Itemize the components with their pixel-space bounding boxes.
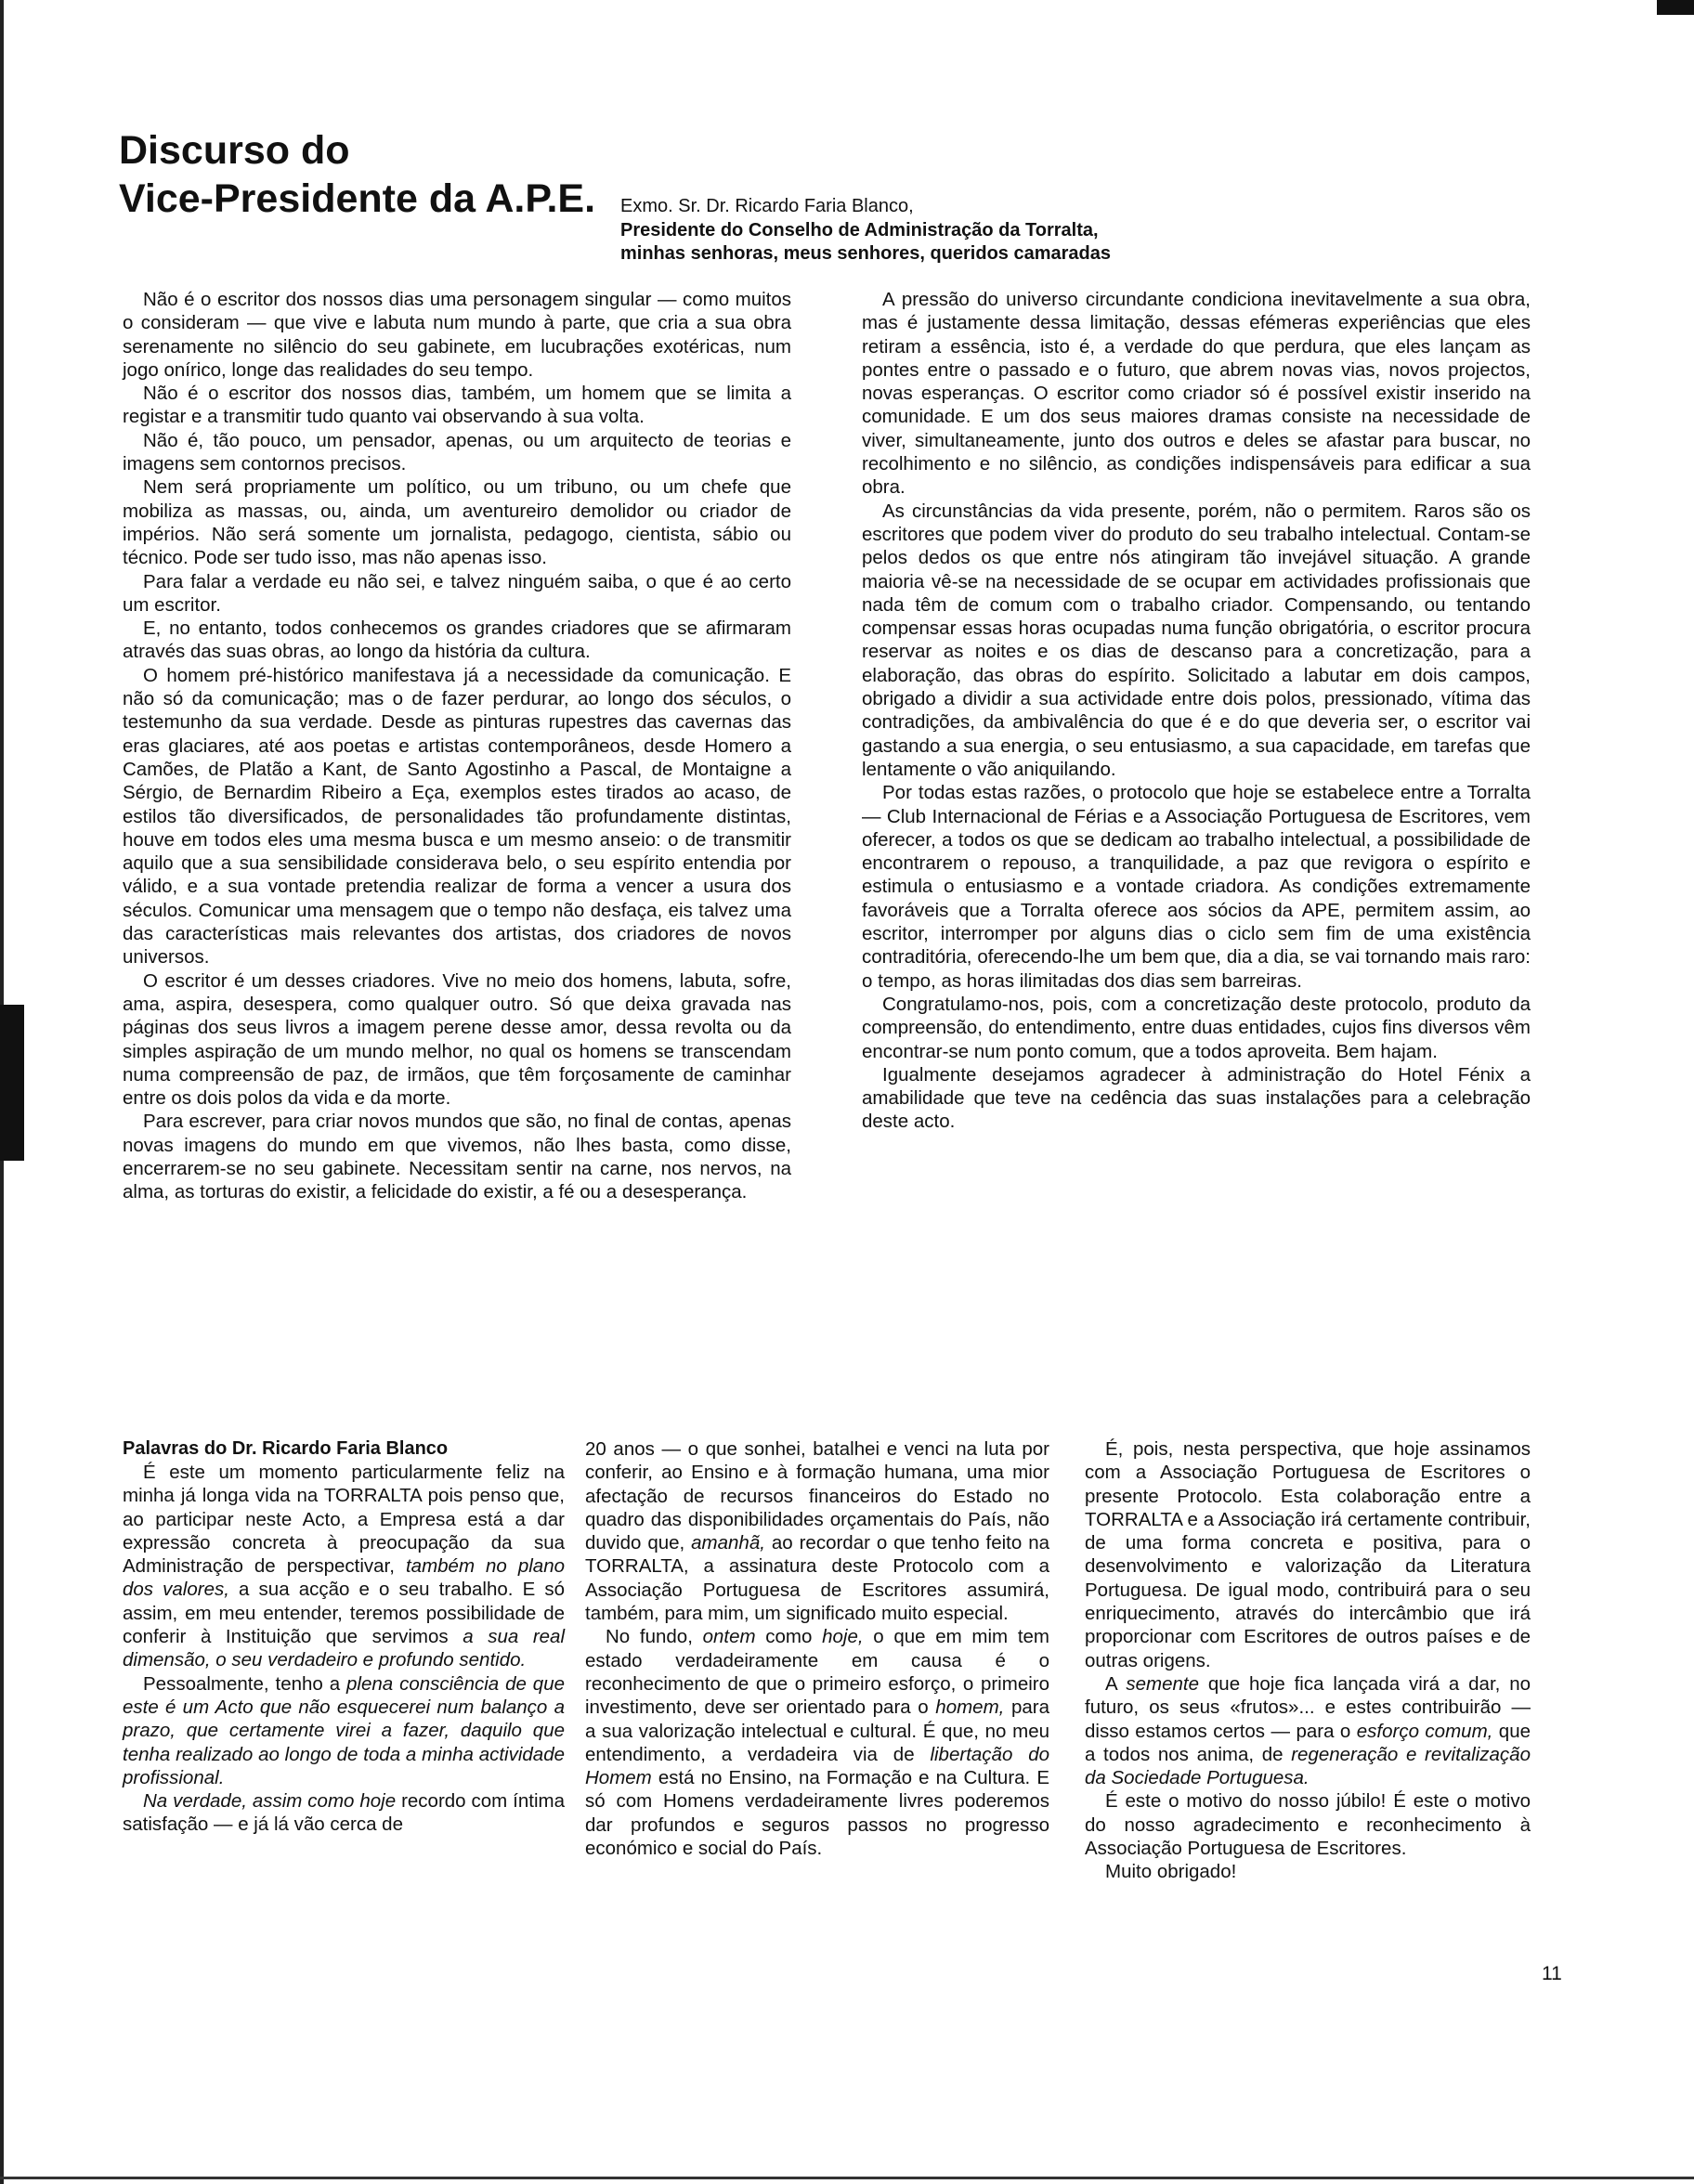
reply-column-2 xyxy=(585,1437,1049,1860)
salutation-line-3: minhas senhoras, meus senhores, queridos camaradas xyxy=(620,243,1111,264)
speech-paragraph-6: E, no entanto, todos conhecemos os grandes criadores que se afirmaram através das suas obras, ao longo da história da cultura. xyxy=(123,618,791,663)
speech-paragraph-7: O homem pré-histórico manifestava já a necessidade da comunicação. E não só da comunicação; mas o de fazer perdurar, ao longo dos séculos, o testemunho da sua verdade. Desde as pinturas rupestres das cavernas das eras glaciares, até aos poetas e artistas contemporâneos, desde Homero a Camões, de Platão a Kant, de Santo Agostinho a Pascal, de Montaigne a Sérgio, de Bernardim Ribeiro a Eça, exemplos estes tirados ao acaso, de estilos tão diversificados, de personalidades tão profundamente distintas, houve em todos eles uma mesma busca e um mesmo anseio: o de transmitir aquilo que a sua sensibilidade considerava belo, o seu espírito entendia por válido, e a sua vontade pretendia realizar de forma a vencer a usura dos séculos. Comunicar uma mensagem que o tempo não desfaça, eis talvez uma das características mais relevantes dos artistas, dos criadores de novos universos. xyxy=(123,664,791,968)
text-run: No fundo, xyxy=(606,1626,703,1648)
emphasis: Na verdade, assim como hoje xyxy=(143,1790,397,1813)
emphasis: ontem xyxy=(702,1626,756,1648)
reply-paragraph-7: É este o motivo do nosso júbilo! É este o motivo do nosso agradecimento e reconhecimento à Associação Portuguesa de Escritores. xyxy=(1085,1790,1531,1860)
text-run: o que em mim tem estado verdadeiramente em causa é o reconhecimento de que o primeiro esforço, o primeiro investimento, deve ser orientado para o xyxy=(585,1626,1049,1719)
salutation-line-2: Presidente do Conselho de Administração da Torralta, xyxy=(620,219,1099,240)
corner-mark xyxy=(1657,0,1694,15)
speech-paragraph-9: Para escrever, para criar novos mundos que são, no final de contas, apenas novas imagens do mundo em que vivemos, não lhes basta, como disse, encerrarem-se no seu gabinete. Necessitam sentir na carne, nos nervos, na alma, as torturas do existir, a felicidade do existir, a fé ou a desesperança. xyxy=(123,1111,791,1203)
text-run: Pessoalmente, tenho a xyxy=(143,1672,347,1695)
reply-paragraph-4 xyxy=(585,1625,1049,1860)
speech-paragraph-4: Nem será propriamente um político, ou um tribuno, ou um chefe que mobiliza as massas, ou, ainda, um aventureiro demolidor ou criador de impérios. Não será somente um jornalista, pedagogo, cientista, sábio ou técnico. Pode ser tudo isso, mas não apenas isso. xyxy=(123,476,791,569)
speech-paragraph-2: Não é o escritor dos nossos dias, também, um homem que se limita a registar e a transmitir tudo quanto vai observando à sua volta. xyxy=(123,383,791,428)
text-run: como xyxy=(755,1626,823,1648)
speech-paragraph-3: Não é, tão pouco, um pensador, apenas, ou um arquitecto de teorias e imagens sem contornos precisos. xyxy=(123,429,791,475)
speech-paragraph-14: Igualmente desejamos agradecer à administração do Hotel Fénix a amabilidade que teve na cedência das suas instalações para a celebração deste acto. xyxy=(862,1063,1531,1133)
emphasis: semente xyxy=(1126,1672,1200,1695)
emphasis: homem, xyxy=(935,1696,1005,1719)
reply-paragraph-5: É, pois, nesta perspectiva, que hoje assinamos com a Associação Portuguesa de Escritores o presente Protocolo. Esta colaboração entre a TORRALTA e a Associação irá certamente contribuir, de uma forma concreta e positiva, para o desenvolvimento e valorização da Literatura Portuguesa. De igual modo, contribuirá para o seu enriquecimento, através do intercâmbio que irá proporcionar com Escritores de outros países e de outras origens. xyxy=(1085,1438,1531,1671)
margin-mark xyxy=(0,1005,24,1161)
text-run: para a sua valorização intelectual e cultural. É que, no meu entendimento, a verdadeira via de xyxy=(585,1696,1050,1765)
text-run: está no Ensino, na Formação e na Cultura. E só com Homens verdadeiramente livres poderemos dar profundos e seguros passos no progresso económico e social do País. xyxy=(585,1767,1049,1860)
salutation-line-1: Exmo. Sr. Dr. Ricardo Faria Blanco, xyxy=(620,196,914,216)
speech-paragraph-1: Não é o escritor dos nossos dias uma personagem singular — como muitos o consideram — que vive e labuta num mundo à parte, que cria a sua obra serenamente no silêncio do seu gabinete, em lucubrações exotéricas, num jogo onírico, longe das realidades do seu tempo. xyxy=(123,289,791,381)
reply-paragraph-3-continued xyxy=(585,1437,1049,1625)
salutation xyxy=(620,195,1215,266)
speech-paragraph-5: Para falar a verdade eu não sei, e talvez ninguém saiba, o que é ao certo um escritor. xyxy=(123,570,791,616)
page-number: 11 xyxy=(1542,1963,1562,1984)
text-run: A xyxy=(1105,1672,1127,1695)
speech-column-2 xyxy=(862,288,1531,1134)
article-title xyxy=(119,126,639,223)
emphasis: amanhã, xyxy=(691,1532,765,1554)
reply-closing: Muito obrigado! xyxy=(1105,1861,1237,1883)
text-run: É este um momento particularmente feliz na minha já longa vida na TORRALTA pois penso que, ao participar neste Acto, a Empresa está a dar expressão concreta à preocupação da sua Administração de perspectivar, xyxy=(123,1462,565,1578)
speech-column-1 xyxy=(123,288,791,1204)
speech-paragraph-10: A pressão do universo circundante condiciona inevitavelmente a sua obra, mas é justamente dessa limitação, dessas efémeras experiências que eles retiram a essência, isto é, a verdade do que perdura, que eles lançam as pontes entre o passado e o futuro, que abrem novas vias, novos projectos, novas esperanças. O escritor como criador só é possível existir inserido na comunidade. E um dos seus maiores dramas consiste na necessidade de viver, simultaneamente, junto dos outros e deles se afastar para buscar, no recolhimento e no silêncio, as condições indispensáveis para edificar a sua obra. xyxy=(862,289,1531,499)
speech-paragraph-11: As circunstâncias da vida presente, porém, não o permitem. Raros são os escritores que podem viver do produto do seu trabalho intelectual. Contam-se pelos dedos os que entre nós atingiram tão invejável situação. A grande maioria vê-se na necessidade de se ocupar em actividades profissionais que nada têm de comum com o trabalho criador. Compensando, ou tentando compensar essas horas ocupadas numa função obrigatória, o escritor procura reservar as noites e os dias de descanso para a concretização, para a elaboração, das obras do espírito. Solicitado a labutar em dois campos, obrigado a dividir a sua actividade entre dois polos, pressionado, vítima das contradições, da ambivalência do que é e do que deveria ser, o escritor vai gastando a sua energia, o seu entusiasmo, a sua capacidade, em tarefas que lentamente o vão aniquilando. xyxy=(862,500,1531,780)
emphasis: regeneração e revitalização da Sociedade Portuguesa. xyxy=(1085,1743,1531,1789)
emphasis: a sua real dimensão, o seu verdadeiro e profundo sentido. xyxy=(123,1626,566,1671)
text-run: 20 anos — o que sonhei, batalhei e venci na luta por conferir, ao Ensino e à formação humana, uma mior afectação de recursos financeiros do Estado no quadro das disponibilidades orçamentais do País, não duvido que, xyxy=(585,1438,1049,1554)
speech-paragraph-12: Por todas estas razões, o protocolo que hoje se estabelece entre a Torralta — Club Internacional de Férias e a Associação Portuguesa de Escritores, vem oferecer, a todos os que se dedicam ao trabalho intelectual, a possibilidade de encontrarem o repouso, a tranquilidade, a paz que revigora o espírito e estimula o entusiasmo e a vontade criadora. As condições extremamente favoráveis que a Torralta oferece aos sócios da APE, permitem assim, ao escritor, interromper por alguns dias o ciclo sem fim de uma existência contraditória, oferecendo-lhe um bem que, dia a dia, se vai tornando mais raro: o tempo, as horas ilimitadas dos dias sem barreiras. xyxy=(862,782,1531,992)
text-run: a sua acção e o seu trabalho. E só assim, em meu entender, teremos possibilidade de conferir à Instituição que servimos xyxy=(123,1579,565,1648)
emphasis: também no plano dos valores, xyxy=(123,1555,566,1601)
text-run: que a todos nos anima, de xyxy=(1085,1720,1531,1765)
speech-paragraph-13: Congratulamo-nos, pois, com a concretização deste protocolo, produto da compreensão, do entendimento, entre duas entidades, cujos fins diversos vêm encontrar-se num ponto comum, que a todos aproveita. Bem hajam. xyxy=(862,993,1531,1062)
reply-column-3 xyxy=(1085,1437,1531,1884)
title-line-2: Vice-Presidente da A.P.E. xyxy=(119,176,596,221)
emphasis: libertação do Homem xyxy=(585,1743,1049,1789)
reply-column-1 xyxy=(123,1437,565,1837)
text-run: que hoje fica lançada virá a dar, no futuro, os seus «frutos»... e estes contribuirão — disso estamos certos — para o xyxy=(1085,1672,1531,1742)
emphasis: hoje, xyxy=(822,1626,864,1648)
text-run: recordo com íntima satisfação — e já lá vão cerca de xyxy=(123,1790,565,1836)
emphasis: esforço comum, xyxy=(1356,1720,1493,1742)
reply-paragraph-3 xyxy=(123,1789,565,1837)
reply-paragraph-6 xyxy=(1085,1672,1531,1789)
reply-paragraph-1 xyxy=(123,1461,565,1672)
text-run: ao recordar o que tenho feito na TORRALTA, a assinatura deste Protocolo com a Associação Portuguesa de Escritores assumirá, também, para mim, um significado muito especial. xyxy=(585,1532,1049,1625)
reply-paragraph-2 xyxy=(123,1672,565,1789)
speech-paragraph-8: O escritor é um desses criadores. Vive no meio dos homens, labuta, sofre, ama, aspira, desespera, como qualquer outro. Só que deixa gravada nas páginas dos seus livros a imagem perene desse amor, dessa revolta ou da simples aspiração de um mundo melhor, no qual os homens se transcendam numa compreensão de paz, de irmãos, que têm forçosamente de caminhar entre os dois polos da vida e da morte. xyxy=(123,969,791,1110)
title-line-1: Discurso do xyxy=(119,128,350,173)
bottom-line xyxy=(0,2177,1694,2179)
emphasis: plena consciência de que este é um Acto que não esquecerei num balanço a prazo, que certamente virei a fazer, daquilo que tenha realizado ao longo de toda a minha actividade profissional. xyxy=(123,1672,565,1788)
reply-heading: Palavras do Dr. Ricardo Faria Blanco xyxy=(123,1438,449,1459)
